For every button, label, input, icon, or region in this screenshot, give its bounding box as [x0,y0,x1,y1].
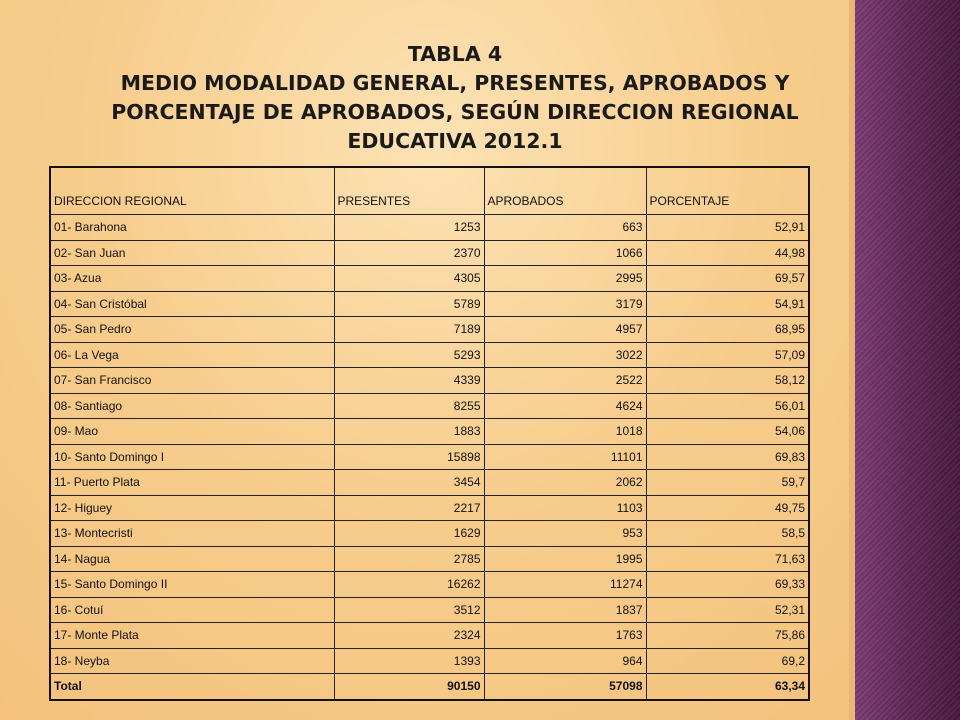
cell-region: 01- Barahona [50,215,334,241]
cell-aprobados: 3179 [484,291,646,317]
cell-aprobados: 964 [484,648,646,674]
table-row [50,342,809,368]
cell-porcentaje: 69,83 [646,444,809,470]
table-row [50,470,809,496]
cell-aprobados: 2995 [484,266,646,292]
cell-porcentaje: 44,98 [646,240,809,266]
cell-region: 11- Puerto Plata [50,470,334,496]
table-row [50,291,809,317]
regional-results-table [49,166,810,701]
cell-presentes: 3454 [334,470,484,496]
cell-aprobados: 11101 [484,444,646,470]
cell-aprobados: 663 [484,215,646,241]
cell-presentes: 2785 [334,546,484,572]
table-row [50,623,809,649]
cell-presentes: 16262 [334,572,484,598]
table-row [50,240,809,266]
cell-region: 05- San Pedro [50,317,334,343]
cell-presentes: 2217 [334,495,484,521]
cell-presentes: 5293 [334,342,484,368]
cell-porcentaje-total: 63,34 [646,674,809,700]
cell-porcentaje: 58,12 [646,368,809,394]
table-row [50,393,809,419]
cell-porcentaje: 69,33 [646,572,809,598]
cell-region: 09- Mao [50,419,334,445]
table-row [50,215,809,241]
cell-region: 10- Santo Domingo I [50,444,334,470]
cell-porcentaje: 69,2 [646,648,809,674]
cell-porcentaje: 56,01 [646,393,809,419]
cell-region: 13- Montecristi [50,521,334,547]
cell-region: 02- San Juan [50,240,334,266]
cell-aprobados: 1995 [484,546,646,572]
cell-presentes: 2370 [334,240,484,266]
header-porcentaje: PORCENTAJE [646,167,809,215]
cell-presentes: 7189 [334,317,484,343]
cell-aprobados: 1763 [484,623,646,649]
table-row [50,444,809,470]
cell-porcentaje: 49,75 [646,495,809,521]
cell-presentes: 15898 [334,444,484,470]
header-direccion-regional: DIRECCION REGIONAL [50,167,334,215]
cell-region: 17- Monte Plata [50,623,334,649]
table-row [50,419,809,445]
cell-region: 15- Santo Domingo II [50,572,334,598]
title-line-3: PORCENTAJE DE APROBADOS, SEGÚN DIRECCION REGIONAL [111,100,799,124]
cell-aprobados: 953 [484,521,646,547]
header-presentes: PRESENTES [334,167,484,215]
cell-region: 08- Santiago [50,393,334,419]
cell-presentes: 1629 [334,521,484,547]
cell-aprobados: 4957 [484,317,646,343]
cell-presentes: 4305 [334,266,484,292]
cell-region: 04- San Cristóbal [50,291,334,317]
cell-presentes: 1883 [334,419,484,445]
cell-region: 16- Cotuí [50,597,334,623]
cell-presentes: 3512 [334,597,484,623]
cell-presentes: 4339 [334,368,484,394]
cell-porcentaje: 58,5 [646,521,809,547]
table-row [50,495,809,521]
cell-porcentaje: 54,06 [646,419,809,445]
table-row [50,521,809,547]
title-line-2: MEDIO MODALIDAD GENERAL, PRESENTES, APROBADOS Y [120,71,790,95]
cell-porcentaje: 57,09 [646,342,809,368]
cell-presentes: 1393 [334,648,484,674]
decorative-sidebar [855,0,960,720]
cell-porcentaje: 68,95 [646,317,809,343]
table-row [50,546,809,572]
cell-porcentaje: 75,86 [646,623,809,649]
cell-porcentaje: 54,91 [646,291,809,317]
cell-aprobados: 11274 [484,572,646,598]
table-row [50,368,809,394]
cell-aprobados: 4624 [484,393,646,419]
table-total-row [50,674,809,700]
cell-porcentaje: 52,91 [646,215,809,241]
table-row [50,266,809,292]
title-line-4: EDUCATIVA 2012.1 [347,129,563,153]
cell-presentes: 5789 [334,291,484,317]
cell-aprobados: 1018 [484,419,646,445]
table-row [50,648,809,674]
cell-porcentaje: 52,31 [646,597,809,623]
table-row [50,317,809,343]
cell-presentes: 1253 [334,215,484,241]
title-line-1: TABLA 4 [407,42,503,66]
cell-region: 03- Azua [50,266,334,292]
table-header-row [50,167,809,215]
cell-porcentaje: 71,63 [646,546,809,572]
cell-aprobados: 2062 [484,470,646,496]
table-row [50,597,809,623]
cell-presentes-total: 90150 [334,674,484,700]
cell-aprobados-total: 57098 [484,674,646,700]
total-label: Total [50,674,334,700]
cell-presentes: 8255 [334,393,484,419]
cell-region: 14- Nagua [50,546,334,572]
table-row [50,572,809,598]
cell-region: 06- La Vega [50,342,334,368]
slide-title [40,40,870,156]
cell-porcentaje: 69,57 [646,266,809,292]
cell-aprobados: 1103 [484,495,646,521]
cell-porcentaje: 59,7 [646,470,809,496]
cell-presentes: 2324 [334,623,484,649]
cell-aprobados: 3022 [484,342,646,368]
cell-aprobados: 1066 [484,240,646,266]
cell-aprobados: 2522 [484,368,646,394]
cell-region: 07- San Francisco [50,368,334,394]
cell-region: 18- Neyba [50,648,334,674]
cell-region: 12- Higuey [50,495,334,521]
header-aprobados: APROBADOS [484,167,646,215]
cell-aprobados: 1837 [484,597,646,623]
